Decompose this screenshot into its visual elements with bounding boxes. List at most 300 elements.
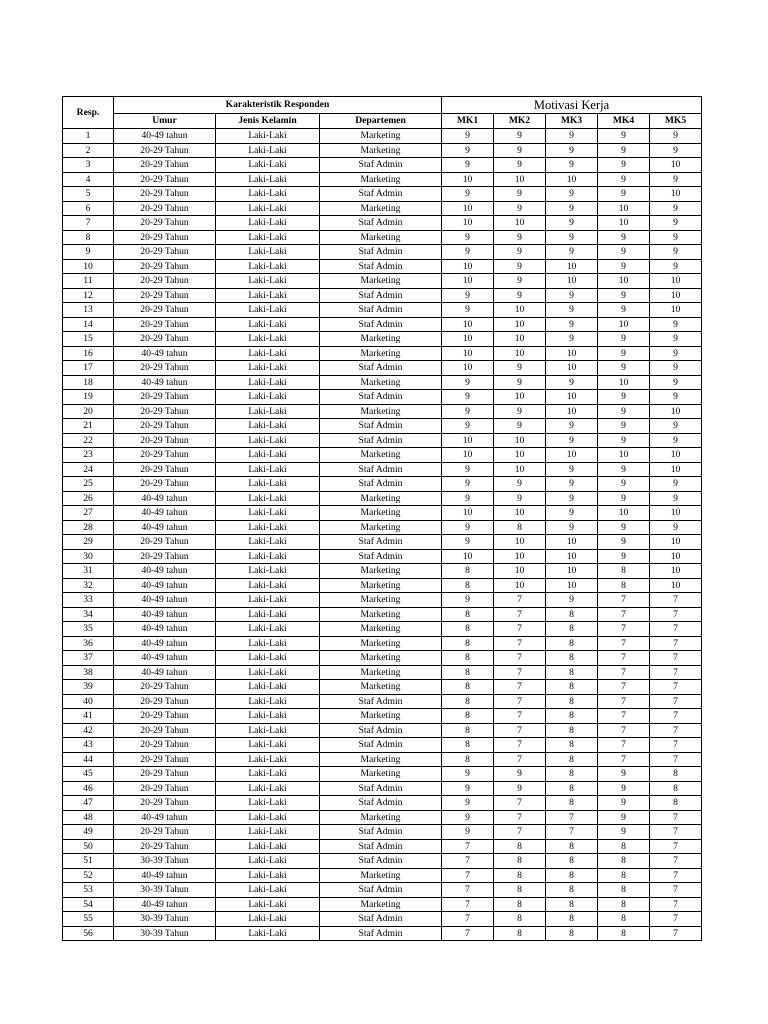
cell-mk3: 10 (546, 448, 598, 463)
cell-mk3: 10 (546, 535, 598, 550)
cell-resp-number: 2 (63, 143, 114, 158)
cell-mk5: 9 (650, 346, 702, 361)
cell-mk4: 9 (598, 143, 650, 158)
cell-mk1: 10 (442, 274, 494, 289)
cell-mk5: 9 (650, 491, 702, 506)
cell-mk1: 10 (442, 317, 494, 332)
cell-umur: 20-29 Tahun (114, 723, 216, 738)
cell-resp-number: 3 (63, 158, 114, 173)
cell-mk2: 10 (494, 564, 546, 579)
col-header-mk4: MK4 (598, 114, 650, 129)
col-header-departemen: Departemen (320, 114, 442, 129)
cell-umur: 20-29 Tahun (114, 201, 216, 216)
cell-jenis-kelamin: Laki-Laki (216, 303, 320, 318)
cell-mk1: 9 (442, 375, 494, 390)
cell-jenis-kelamin: Laki-Laki (216, 448, 320, 463)
table-row (63, 361, 702, 376)
cell-mk2: 8 (494, 868, 546, 883)
cell-mk4: 9 (598, 172, 650, 187)
cell-mk4: 8 (598, 912, 650, 927)
cell-mk2: 9 (494, 259, 546, 274)
cell-mk3: 9 (546, 187, 598, 202)
cell-mk3: 10 (546, 578, 598, 593)
cell-umur: 40-49 tahun (114, 491, 216, 506)
cell-mk3: 9 (546, 419, 598, 434)
cell-resp-number: 51 (63, 854, 114, 869)
cell-jenis-kelamin: Laki-Laki (216, 172, 320, 187)
cell-mk3: 10 (546, 172, 598, 187)
cell-mk4: 7 (598, 651, 650, 666)
cell-mk4: 8 (598, 578, 650, 593)
cell-mk2: 7 (494, 665, 546, 680)
cell-jenis-kelamin: Laki-Laki (216, 187, 320, 202)
cell-mk5: 7 (650, 868, 702, 883)
cell-mk4: 9 (598, 781, 650, 796)
cell-umur: 30-39 Tahun (114, 883, 216, 898)
cell-umur: 20-29 Tahun (114, 230, 216, 245)
cell-departemen: Staf Admin (320, 694, 442, 709)
cell-mk5: 7 (650, 926, 702, 941)
cell-mk3: 9 (546, 477, 598, 492)
cell-mk3: 8 (546, 883, 598, 898)
cell-mk4: 9 (598, 230, 650, 245)
cell-umur: 20-29 Tahun (114, 143, 216, 158)
cell-mk4: 9 (598, 129, 650, 144)
cell-mk2: 9 (494, 361, 546, 376)
cell-mk5: 10 (650, 462, 702, 477)
cell-resp-number: 23 (63, 448, 114, 463)
cell-jenis-kelamin: Laki-Laki (216, 912, 320, 927)
cell-mk5: 10 (650, 506, 702, 521)
cell-mk3: 10 (546, 361, 598, 376)
cell-umur: 40-49 tahun (114, 506, 216, 521)
cell-mk4: 9 (598, 462, 650, 477)
cell-departemen: Marketing (320, 897, 442, 912)
col-header-jenis-kelamin: Jenis Kelamin (216, 114, 320, 129)
cell-mk1: 7 (442, 926, 494, 941)
cell-umur: 30-39 Tahun (114, 926, 216, 941)
cell-mk5: 10 (650, 448, 702, 463)
cell-umur: 20-29 Tahun (114, 477, 216, 492)
cell-jenis-kelamin: Laki-Laki (216, 825, 320, 840)
table-row (63, 912, 702, 927)
cell-jenis-kelamin: Laki-Laki (216, 752, 320, 767)
cell-resp-number: 54 (63, 897, 114, 912)
cell-departemen: Marketing (320, 665, 442, 680)
cell-mk1: 10 (442, 549, 494, 564)
cell-departemen: Staf Admin (320, 419, 442, 434)
cell-jenis-kelamin: Laki-Laki (216, 535, 320, 550)
cell-mk3: 8 (546, 694, 598, 709)
cell-jenis-kelamin: Laki-Laki (216, 404, 320, 419)
cell-umur: 40-49 tahun (114, 607, 216, 622)
cell-mk1: 9 (442, 230, 494, 245)
cell-jenis-kelamin: Laki-Laki (216, 332, 320, 347)
cell-umur: 20-29 Tahun (114, 259, 216, 274)
cell-jenis-kelamin: Laki-Laki (216, 926, 320, 941)
cell-jenis-kelamin: Laki-Laki (216, 622, 320, 637)
cell-departemen: Marketing (320, 767, 442, 782)
cell-mk1: 8 (442, 636, 494, 651)
cell-umur: 20-29 Tahun (114, 433, 216, 448)
cell-mk2: 8 (494, 520, 546, 535)
cell-umur: 20-29 Tahun (114, 332, 216, 347)
cell-mk4: 9 (598, 433, 650, 448)
cell-mk5: 10 (650, 404, 702, 419)
cell-resp-number: 15 (63, 332, 114, 347)
cell-umur: 20-29 Tahun (114, 390, 216, 405)
cell-mk1: 9 (442, 303, 494, 318)
cell-umur: 40-49 tahun (114, 868, 216, 883)
cell-resp-number: 18 (63, 375, 114, 390)
cell-mk4: 9 (598, 245, 650, 260)
cell-jenis-kelamin: Laki-Laki (216, 201, 320, 216)
cell-mk2: 8 (494, 839, 546, 854)
cell-jenis-kelamin: Laki-Laki (216, 709, 320, 724)
cell-mk3: 8 (546, 854, 598, 869)
cell-mk4: 10 (598, 216, 650, 231)
cell-mk4: 9 (598, 259, 650, 274)
cell-mk1: 9 (442, 796, 494, 811)
table-row (63, 274, 702, 289)
cell-departemen: Marketing (320, 129, 442, 144)
cell-mk1: 8 (442, 709, 494, 724)
cell-mk5: 7 (650, 723, 702, 738)
table-row (63, 375, 702, 390)
cell-departemen: Staf Admin (320, 839, 442, 854)
table-row (63, 781, 702, 796)
cell-mk1: 9 (442, 187, 494, 202)
table-row (63, 636, 702, 651)
cell-mk1: 9 (442, 477, 494, 492)
cell-departemen: Marketing (320, 868, 442, 883)
cell-umur: 20-29 Tahun (114, 158, 216, 173)
cell-jenis-kelamin: Laki-Laki (216, 839, 320, 854)
cell-resp-number: 53 (63, 883, 114, 898)
cell-mk5: 9 (650, 143, 702, 158)
cell-umur: 30-39 Tahun (114, 854, 216, 869)
cell-mk5: 9 (650, 361, 702, 376)
cell-resp-number: 17 (63, 361, 114, 376)
cell-umur: 20-29 Tahun (114, 404, 216, 419)
cell-mk4: 9 (598, 535, 650, 550)
cell-departemen: Staf Admin (320, 390, 442, 405)
cell-mk1: 8 (442, 607, 494, 622)
cell-resp-number: 36 (63, 636, 114, 651)
cell-mk3: 9 (546, 506, 598, 521)
cell-mk2: 9 (494, 245, 546, 260)
cell-resp-number: 30 (63, 549, 114, 564)
cell-mk2: 9 (494, 781, 546, 796)
cell-resp-number: 28 (63, 520, 114, 535)
cell-jenis-kelamin: Laki-Laki (216, 317, 320, 332)
cell-umur: 40-49 tahun (114, 129, 216, 144)
cell-departemen: Marketing (320, 274, 442, 289)
cell-mk4: 9 (598, 825, 650, 840)
cell-resp-number: 49 (63, 825, 114, 840)
header-row-columns (63, 114, 702, 129)
cell-mk5: 9 (650, 520, 702, 535)
table-row (63, 767, 702, 782)
table-row (63, 448, 702, 463)
cell-mk2: 9 (494, 288, 546, 303)
cell-resp-number: 55 (63, 912, 114, 927)
cell-mk2: 9 (494, 230, 546, 245)
cell-mk1: 7 (442, 897, 494, 912)
table-row (63, 665, 702, 680)
cell-mk2: 9 (494, 404, 546, 419)
table-row (63, 897, 702, 912)
cell-departemen: Marketing (320, 143, 442, 158)
cell-mk5: 8 (650, 796, 702, 811)
table-row (63, 825, 702, 840)
cell-jenis-kelamin: Laki-Laki (216, 781, 320, 796)
cell-mk1: 9 (442, 535, 494, 550)
cell-mk1: 9 (442, 419, 494, 434)
cell-umur: 20-29 Tahun (114, 709, 216, 724)
cell-umur: 40-49 tahun (114, 622, 216, 637)
cell-departemen: Staf Admin (320, 158, 442, 173)
cell-mk4: 7 (598, 752, 650, 767)
cell-mk1: 10 (442, 259, 494, 274)
cell-departemen: Staf Admin (320, 854, 442, 869)
cell-resp-number: 37 (63, 651, 114, 666)
cell-departemen: Marketing (320, 564, 442, 579)
cell-mk4: 10 (598, 317, 650, 332)
cell-mk3: 8 (546, 607, 598, 622)
cell-mk5: 8 (650, 781, 702, 796)
cell-mk5: 10 (650, 288, 702, 303)
cell-resp-number: 35 (63, 622, 114, 637)
cell-mk1: 9 (442, 593, 494, 608)
cell-mk3: 9 (546, 158, 598, 173)
cell-jenis-kelamin: Laki-Laki (216, 883, 320, 898)
cell-jenis-kelamin: Laki-Laki (216, 854, 320, 869)
cell-mk5: 9 (650, 216, 702, 231)
cell-resp-number: 22 (63, 433, 114, 448)
cell-jenis-kelamin: Laki-Laki (216, 288, 320, 303)
cell-jenis-kelamin: Laki-Laki (216, 361, 320, 376)
table-row (63, 187, 702, 202)
cell-mk1: 7 (442, 912, 494, 927)
cell-jenis-kelamin: Laki-Laki (216, 723, 320, 738)
cell-mk2: 10 (494, 332, 546, 347)
cell-umur: 20-29 Tahun (114, 781, 216, 796)
cell-mk3: 9 (546, 332, 598, 347)
cell-mk2: 7 (494, 694, 546, 709)
cell-resp-number: 56 (63, 926, 114, 941)
cell-jenis-kelamin: Laki-Laki (216, 578, 320, 593)
cell-departemen: Staf Admin (320, 477, 442, 492)
cell-departemen: Marketing (320, 680, 442, 695)
cell-mk3: 8 (546, 665, 598, 680)
cell-umur: 20-29 Tahun (114, 549, 216, 564)
cell-mk2: 7 (494, 636, 546, 651)
cell-mk5: 7 (650, 825, 702, 840)
table-row (63, 288, 702, 303)
col-header-mk3: MK3 (546, 114, 598, 129)
cell-jenis-kelamin: Laki-Laki (216, 868, 320, 883)
table-row (63, 651, 702, 666)
cell-resp-number: 44 (63, 752, 114, 767)
cell-resp-number: 6 (63, 201, 114, 216)
cell-resp-number: 14 (63, 317, 114, 332)
table-row (63, 680, 702, 695)
cell-mk5: 7 (650, 665, 702, 680)
cell-umur: 40-49 tahun (114, 375, 216, 390)
cell-mk1: 8 (442, 665, 494, 680)
cell-mk4: 10 (598, 274, 650, 289)
cell-mk3: 9 (546, 245, 598, 260)
table-row (63, 201, 702, 216)
cell-jenis-kelamin: Laki-Laki (216, 158, 320, 173)
cell-mk4: 8 (598, 868, 650, 883)
cell-umur: 20-29 Tahun (114, 274, 216, 289)
table-row (63, 535, 702, 550)
cell-umur: 20-29 Tahun (114, 796, 216, 811)
cell-mk5: 7 (650, 839, 702, 854)
cell-mk3: 8 (546, 636, 598, 651)
cell-mk4: 9 (598, 158, 650, 173)
cell-mk4: 7 (598, 738, 650, 753)
cell-umur: 20-29 Tahun (114, 288, 216, 303)
cell-mk5: 9 (650, 433, 702, 448)
cell-mk4: 7 (598, 709, 650, 724)
cell-mk3: 10 (546, 549, 598, 564)
table-row (63, 317, 702, 332)
cell-mk3: 9 (546, 491, 598, 506)
cell-umur: 20-29 Tahun (114, 187, 216, 202)
cell-mk2: 7 (494, 709, 546, 724)
cell-mk1: 8 (442, 738, 494, 753)
table-row (63, 129, 702, 144)
cell-mk4: 10 (598, 375, 650, 390)
cell-resp-number: 27 (63, 506, 114, 521)
cell-mk1: 10 (442, 201, 494, 216)
cell-mk3: 9 (546, 462, 598, 477)
cell-mk1: 7 (442, 854, 494, 869)
cell-mk3: 8 (546, 651, 598, 666)
cell-resp-number: 5 (63, 187, 114, 202)
cell-mk3: 9 (546, 520, 598, 535)
cell-departemen: Staf Admin (320, 259, 442, 274)
cell-mk5: 10 (650, 535, 702, 550)
cell-resp-number: 8 (63, 230, 114, 245)
cell-mk1: 8 (442, 723, 494, 738)
cell-mk2: 10 (494, 172, 546, 187)
cell-mk3: 9 (546, 433, 598, 448)
resp-header: Resp. (63, 97, 114, 129)
cell-mk3: 9 (546, 143, 598, 158)
cell-mk3: 9 (546, 201, 598, 216)
table-row (63, 926, 702, 941)
cell-resp-number: 47 (63, 796, 114, 811)
cell-mk4: 8 (598, 839, 650, 854)
cell-mk4: 9 (598, 767, 650, 782)
table-row (63, 723, 702, 738)
cell-mk4: 8 (598, 883, 650, 898)
cell-mk4: 8 (598, 926, 650, 941)
cell-umur: 40-49 tahun (114, 636, 216, 651)
cell-departemen: Marketing (320, 172, 442, 187)
cell-umur: 40-49 tahun (114, 810, 216, 825)
table-row (63, 868, 702, 883)
cell-mk2: 9 (494, 143, 546, 158)
respondent-table (62, 96, 702, 941)
cell-jenis-kelamin: Laki-Laki (216, 665, 320, 680)
cell-mk4: 9 (598, 303, 650, 318)
cell-departemen: Staf Admin (320, 433, 442, 448)
cell-resp-number: 41 (63, 709, 114, 724)
cell-departemen: Marketing (320, 375, 442, 390)
karakteristik-header: Karakteristik Responden (114, 97, 442, 114)
cell-mk1: 9 (442, 158, 494, 173)
table-row (63, 404, 702, 419)
cell-mk4: 9 (598, 520, 650, 535)
cell-departemen: Marketing (320, 448, 442, 463)
cell-mk3: 10 (546, 274, 598, 289)
cell-mk5: 7 (650, 738, 702, 753)
cell-mk4: 8 (598, 854, 650, 869)
cell-jenis-kelamin: Laki-Laki (216, 259, 320, 274)
cell-departemen: Marketing (320, 506, 442, 521)
cell-mk4: 10 (598, 506, 650, 521)
cell-departemen: Marketing (320, 404, 442, 419)
cell-mk4: 9 (598, 346, 650, 361)
cell-mk5: 7 (650, 883, 702, 898)
cell-mk5: 7 (650, 680, 702, 695)
cell-mk2: 10 (494, 216, 546, 231)
table-row (63, 346, 702, 361)
cell-mk5: 10 (650, 578, 702, 593)
table-row (63, 796, 702, 811)
motivasi-header: Motivasi Kerja (442, 97, 702, 114)
cell-mk4: 7 (598, 665, 650, 680)
table-row (63, 491, 702, 506)
cell-resp-number: 12 (63, 288, 114, 303)
cell-umur: 20-29 Tahun (114, 245, 216, 260)
cell-departemen: Staf Admin (320, 535, 442, 550)
cell-jenis-kelamin: Laki-Laki (216, 738, 320, 753)
cell-umur: 20-29 Tahun (114, 694, 216, 709)
cell-jenis-kelamin: Laki-Laki (216, 346, 320, 361)
cell-jenis-kelamin: Laki-Laki (216, 549, 320, 564)
cell-mk2: 7 (494, 738, 546, 753)
cell-resp-number: 40 (63, 694, 114, 709)
table-row (63, 172, 702, 187)
cell-mk3: 8 (546, 912, 598, 927)
cell-umur: 20-29 Tahun (114, 535, 216, 550)
cell-jenis-kelamin: Laki-Laki (216, 506, 320, 521)
cell-departemen: Staf Admin (320, 317, 442, 332)
cell-mk2: 10 (494, 346, 546, 361)
cell-jenis-kelamin: Laki-Laki (216, 274, 320, 289)
cell-mk1: 10 (442, 433, 494, 448)
cell-mk2: 7 (494, 796, 546, 811)
cell-mk5: 7 (650, 607, 702, 622)
cell-mk2: 8 (494, 883, 546, 898)
cell-mk4: 10 (598, 448, 650, 463)
cell-departemen: Staf Admin (320, 781, 442, 796)
table-row (63, 607, 702, 622)
cell-departemen: Staf Admin (320, 216, 442, 231)
cell-umur: 40-49 tahun (114, 665, 216, 680)
table-row (63, 738, 702, 753)
cell-umur: 20-29 Tahun (114, 172, 216, 187)
cell-jenis-kelamin: Laki-Laki (216, 419, 320, 434)
table-row (63, 143, 702, 158)
cell-mk3: 10 (546, 564, 598, 579)
